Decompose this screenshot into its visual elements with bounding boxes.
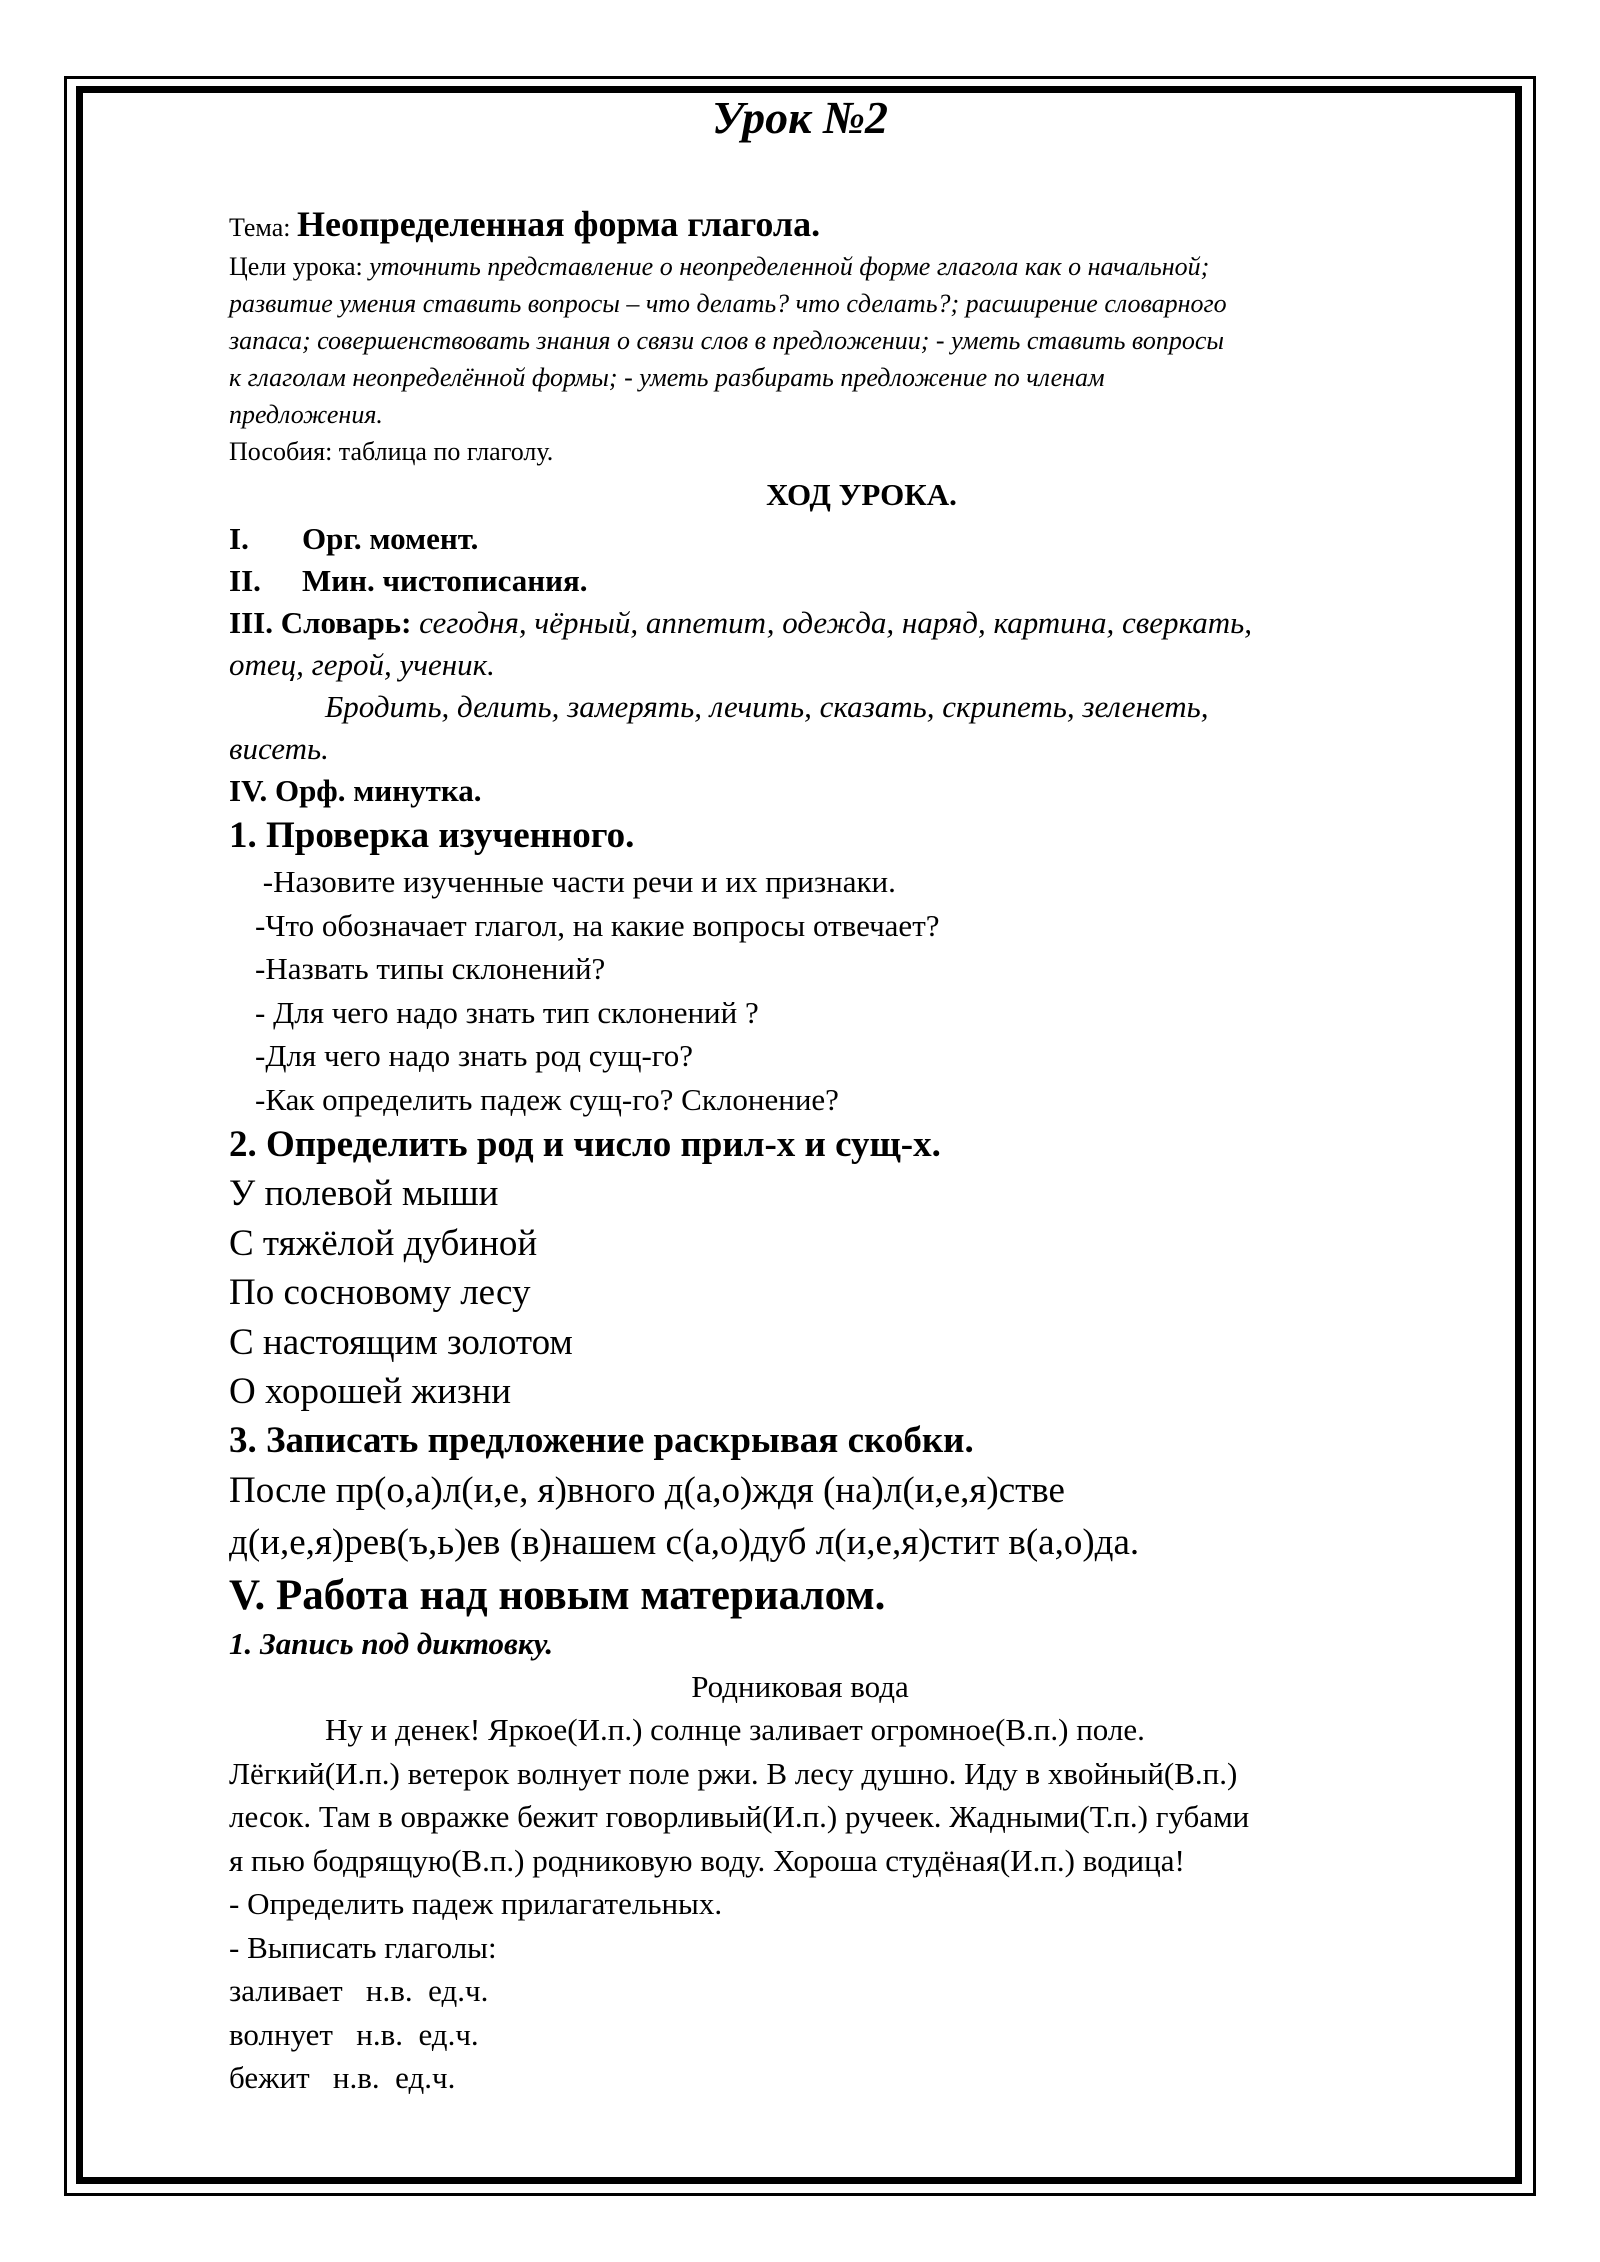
phrase-item: По сосновому лесу — [229, 1272, 531, 1313]
section-5-subheading: 1. Запись под диктовку. — [229, 1625, 554, 1661]
stage-number: II. — [229, 563, 261, 598]
dictation-line: лесок. Там в овражке бежит говорливый(И.п.) ручеек. Жадными(Т.п.) губами — [229, 1799, 1250, 1834]
document-body — [229, 88, 1494, 2100]
stage-number: I. — [229, 521, 249, 556]
theme-label: Тема: — [229, 213, 291, 242]
question-item: -Назвать типы склонений? — [255, 951, 606, 986]
goals-line-4 — [229, 359, 1494, 396]
goals-label: Цели урока: — [229, 252, 363, 281]
task-item: - Определить падеж прилагательных. — [229, 1886, 723, 1921]
goals-text: предложения. — [229, 400, 383, 429]
question-item: -Для чего надо знать род сущ-го? — [255, 1038, 693, 1073]
verb-item: волнует н.в. ед.ч. — [229, 2016, 479, 2052]
vocabulary-words: отец, герой, ученик. — [229, 647, 495, 682]
task-2-phrases — [229, 1169, 1494, 1417]
lesson-title: Урок №2 — [711, 92, 889, 143]
task-2-heading: 2. Определить род и число прил-х и сущ-х. — [229, 1124, 941, 1165]
task-item: - Выписать глаголы: — [229, 1929, 497, 1965]
task-3-sentence — [229, 1465, 1494, 1569]
goals-line-3 — [229, 322, 1494, 359]
stage-2 — [229, 560, 1494, 602]
goals-line-5 — [229, 396, 1494, 433]
stage-3 — [229, 602, 1494, 644]
verb-item: бежит н.в. ед.ч. — [229, 2060, 456, 2095]
question-item: -Как определить падеж сущ-го? Склонение? — [255, 1081, 839, 1117]
dictation-line: Лёгкий(И.п.) ветерок волнует поле ржи. В лесу душно. Иду в хвойный(В.п.) — [229, 1755, 1238, 1791]
goals-text: развитие умения ставить вопросы – что делать? что сделать?; расширение словарного — [229, 289, 1227, 318]
goals-text: к глаголам неопределённой формы; - уметь разбирать предложение по членам — [229, 363, 1105, 392]
lesson-stages — [229, 518, 1494, 812]
verb-item: заливает н.в. ед.ч. — [229, 1973, 489, 2008]
theme-value: Неопределенная форма глагола. — [296, 204, 821, 244]
vocabulary-words: Бродить, делить, замерять, лечить, сказать, скрипеть, зеленеть, — [325, 689, 1209, 724]
phrase-item: С тяжёлой дубиной — [229, 1222, 538, 1264]
goals-text: запаса; совершенствовать знания о связи слов в предложении; - уметь ставить вопросы — [229, 326, 1224, 355]
goals-line-2 — [229, 285, 1494, 322]
lesson-flow-heading: ХОД УРОКА. — [766, 477, 957, 512]
vocabulary-words: висеть. — [229, 731, 329, 766]
stage-title: IV. Орф. минутка. — [229, 773, 482, 808]
dictation-line: я пью бодрящую(В.п.) родниковую воду. Хороша студёная(И.п.) водица! — [229, 1842, 1185, 1878]
task-3-heading: 3. Записать предложение раскрывая скобки. — [229, 1419, 974, 1461]
stage-title: Мин. чистописания. — [302, 563, 588, 598]
sentence-line: д(и,е,я)рев(ъ,ь)ев (в)нашем с(а,о)дуб л(и,е,я)стит в(а,о)да. — [229, 1521, 1140, 1563]
goals-line-1 — [229, 248, 1494, 285]
task-1-heading: 1. Проверка изученного. — [229, 815, 635, 856]
lesson-theme — [229, 204, 1494, 248]
vocabulary-line — [229, 644, 1494, 686]
phrase-item: У полевой мыши — [229, 1173, 499, 1214]
phrase-item: С настоящим золотом — [229, 1321, 573, 1363]
vocabulary-line — [229, 686, 1494, 728]
lesson-aids: Пособия: таблица по глаголу. — [229, 437, 554, 466]
dictation-line: Ну и денек! Яркое(И.п.) солнце заливает огромное(В.п.) поле. — [325, 1712, 1145, 1747]
question-item: - Для чего надо знать тип склонений ? — [255, 994, 759, 1030]
question-item: -Что обозначает глагол, на какие вопросы отвечает? — [255, 907, 940, 943]
phrase-item: О хорошей жизни — [229, 1371, 512, 1412]
stage-4 — [229, 770, 1494, 812]
lesson-goals — [229, 248, 1494, 470]
vocabulary-line — [229, 728, 1494, 770]
goals-text: уточнить представление о неопределенной форме глагола как о начальной; — [369, 252, 1210, 281]
dictation-title: Родниковая вода — [691, 1668, 909, 1704]
stage-1 — [229, 518, 1494, 560]
dictation-text — [229, 1665, 1494, 2100]
question-item: -Назовите изученные части речи и их признаки. — [255, 864, 896, 899]
vocabulary-words: сегодня, чёрный, аппетит, одежда, наряд, картина, сверкать, — [419, 605, 1252, 640]
stage-title: III. Словарь: — [229, 605, 412, 640]
section-5-heading: V. Работа над новым материалом. — [229, 1571, 886, 1619]
stage-title: Орг. момент. — [302, 521, 479, 556]
sentence-line: После пр(о,а)л(и,е, я)вного д(а,о)ждя (на)л(и,е,я)стве — [229, 1469, 1065, 1511]
task-1-questions — [229, 860, 1494, 1121]
